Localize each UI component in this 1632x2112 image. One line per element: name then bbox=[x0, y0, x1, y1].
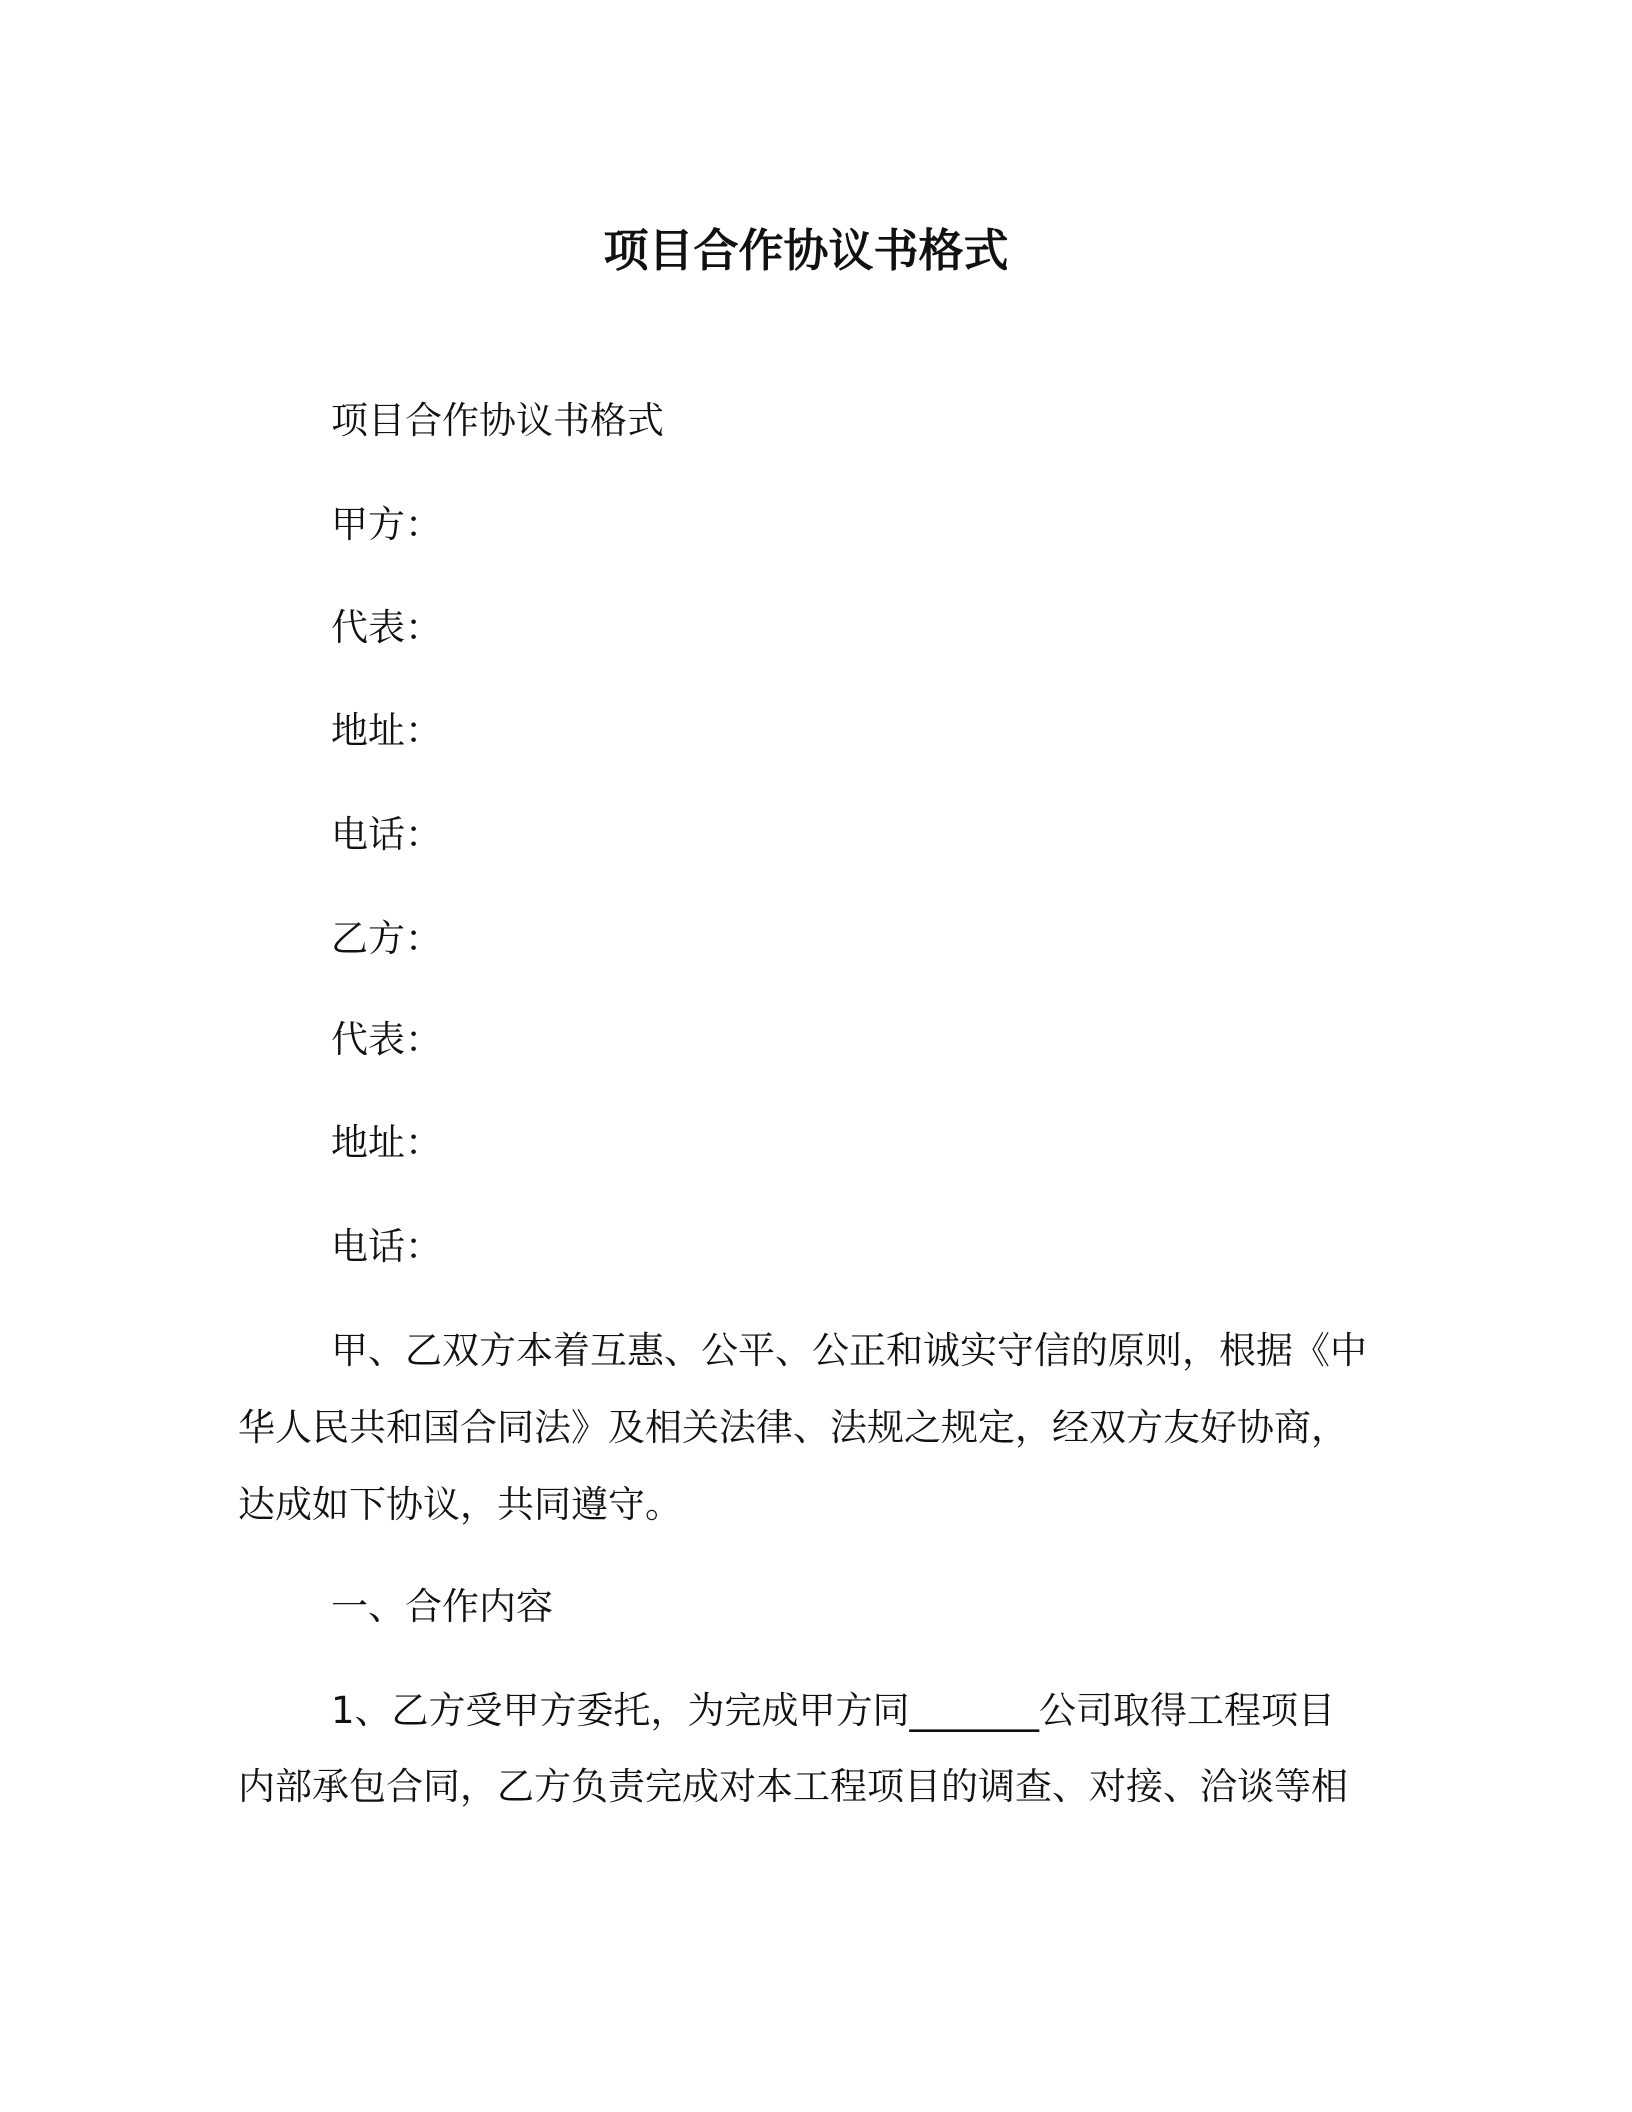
section-heading-cooperation-content: 一、合作内容 bbox=[331, 1585, 553, 1628]
preamble-line: 达成如下协议，共同遵守。 bbox=[238, 1483, 682, 1526]
clause-line: 1、乙方受甲方委托，为完成甲方同_______公司取得工程项目 bbox=[331, 1689, 1336, 1732]
preamble-line: 甲、乙双方本着互惠、公平、公正和诚实守信的原则，根据《中 bbox=[331, 1329, 1367, 1372]
party-a-representative: 代表： bbox=[331, 606, 442, 649]
clause-line: 内部承包合同，乙方负责完成对本工程项目的调查、对接、洽谈等相 bbox=[238, 1765, 1348, 1808]
party-b-phone: 电话： bbox=[331, 1225, 442, 1268]
document-subtitle: 项目合作协议书格式 bbox=[331, 399, 664, 442]
party-a-label: 甲方： bbox=[331, 503, 442, 546]
party-a-phone: 电话： bbox=[331, 813, 442, 856]
document-title: 项目合作协议书格式 bbox=[603, 224, 1009, 277]
party-b-representative: 代表： bbox=[331, 1018, 442, 1061]
preamble-line: 华人民共和国合同法》及相关法律、法规之规定，经双方友好协商， bbox=[238, 1406, 1348, 1449]
party-b-address: 地址： bbox=[331, 1121, 442, 1164]
party-a-address: 地址： bbox=[331, 709, 442, 752]
party-b-label: 乙方： bbox=[331, 917, 442, 960]
